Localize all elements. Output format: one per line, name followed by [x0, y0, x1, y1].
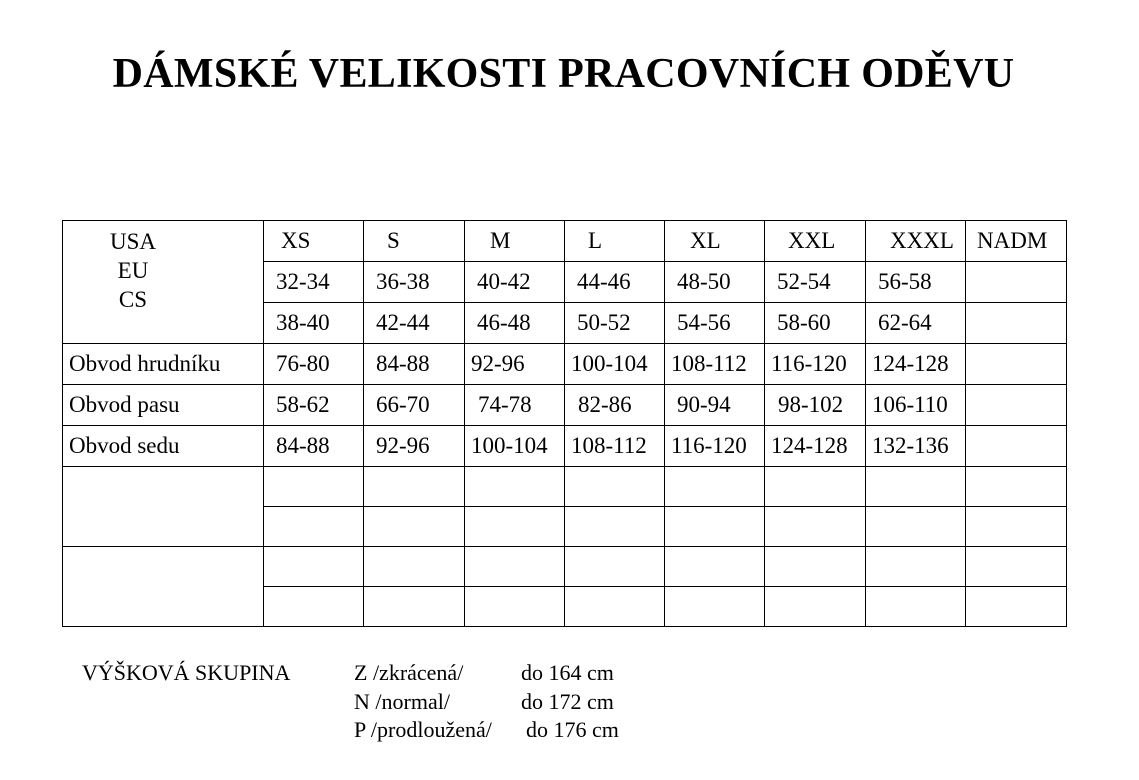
table-cell	[966, 506, 1067, 546]
row-label-chest: Obvod hrudníku	[63, 344, 264, 385]
table-cell: 132-136	[866, 426, 966, 467]
hip-row	[63, 426, 1067, 467]
table-cell: 84-88	[264, 426, 364, 467]
chest-row	[63, 344, 1067, 385]
table-cell: 100-104	[465, 426, 565, 467]
table-cell	[866, 546, 966, 586]
table-cell	[866, 506, 966, 546]
table-cell	[565, 506, 665, 546]
table-cell: 48-50	[665, 262, 765, 303]
region-label-eu: EU	[117, 258, 149, 283]
table-cell: 54-56	[665, 303, 765, 344]
empty-row	[63, 546, 1067, 586]
table-cell: 56-58	[866, 262, 966, 303]
table-cell	[966, 385, 1067, 426]
table-cell	[966, 344, 1067, 385]
row-label-waist: Obvod pasu	[63, 385, 264, 426]
table-cell: 92-96	[465, 344, 565, 385]
region-label-cell	[63, 221, 264, 344]
size-header: XXXL	[866, 221, 966, 262]
table-cell	[966, 426, 1067, 467]
size-header: NADM	[966, 221, 1067, 262]
size-header: XXL	[765, 221, 866, 262]
table-cell: 108-112	[665, 344, 765, 385]
table-cell: 92-96	[364, 426, 465, 467]
table-cell	[465, 586, 565, 626]
size-header: XL	[665, 221, 765, 262]
table-cell: 32-34	[264, 262, 364, 303]
table-cell	[765, 506, 866, 546]
table-cell: 40-42	[465, 262, 565, 303]
table-cell	[264, 467, 364, 507]
table-cell: 74-78	[465, 385, 565, 426]
table-cell: 44-46	[565, 262, 665, 303]
size-header: L	[565, 221, 665, 262]
table-cell: 124-128	[866, 344, 966, 385]
page-title: DÁMSKÉ VELIKOSTI PRACOVNÍCH ODĚVU	[112, 51, 1015, 97]
size-header: S	[364, 221, 465, 262]
empty-label-cell	[63, 546, 264, 626]
size-header: M	[465, 221, 565, 262]
table-cell: 100-104	[565, 344, 665, 385]
table-cell	[465, 467, 565, 507]
table-cell: 116-120	[665, 426, 765, 467]
height-group-code: Z /zkrácená/	[354, 660, 464, 685]
table-cell	[765, 586, 866, 626]
table-cell	[465, 546, 565, 586]
table-cell: 36-38	[364, 262, 465, 303]
height-group-code: N /normal/	[354, 689, 450, 714]
table-cell	[665, 586, 765, 626]
table-cell	[665, 546, 765, 586]
table-cell	[264, 586, 364, 626]
table-cell: 82-86	[565, 385, 665, 426]
table-cell: 52-54	[765, 262, 866, 303]
table-cell: 124-128	[765, 426, 866, 467]
table-cell	[966, 467, 1067, 507]
table-cell: 58-62	[264, 385, 364, 426]
table-cell	[364, 506, 465, 546]
height-group-code: P /prodloužená/	[354, 717, 492, 742]
height-group-height: do 164 cm	[521, 660, 614, 685]
table-cell	[264, 506, 364, 546]
table-cell: 116-120	[765, 344, 866, 385]
table-cell	[665, 506, 765, 546]
table-cell	[565, 586, 665, 626]
table-cell	[765, 467, 866, 507]
table-cell	[364, 546, 465, 586]
table-cell	[866, 467, 966, 507]
table-cell	[364, 467, 465, 507]
table-cell	[665, 467, 765, 507]
table-cell	[765, 546, 866, 586]
row-label-hip: Obvod sedu	[63, 426, 264, 467]
table-cell: 62-64	[866, 303, 966, 344]
table-cell	[866, 586, 966, 626]
empty-row	[63, 467, 1067, 507]
table-cell: 38-40	[264, 303, 364, 344]
table-cell	[966, 546, 1067, 586]
table-cell	[364, 586, 465, 626]
table-cell: 108-112	[565, 426, 665, 467]
size-header-row	[63, 221, 1067, 262]
table-cell: 42-44	[364, 303, 465, 344]
table-cell	[465, 506, 565, 546]
table-cell	[264, 546, 364, 586]
region-label-cs: CS	[118, 287, 148, 312]
table-cell: 58-60	[765, 303, 866, 344]
height-group-height: do 176 cm	[526, 717, 619, 742]
table-cell	[966, 262, 1067, 303]
table-cell: 98-102	[765, 385, 866, 426]
table-cell: 76-80	[264, 344, 364, 385]
table-cell: 46-48	[465, 303, 565, 344]
table-cell: 50-52	[565, 303, 665, 344]
region-label-usa: USA	[109, 229, 156, 254]
height-group-title: VÝŠKOVÁ SKUPINA	[82, 660, 291, 685]
table-cell	[565, 467, 665, 507]
table-cell: 90-94	[665, 385, 765, 426]
table-cell: 106-110	[866, 385, 966, 426]
height-group-height: do 172 cm	[521, 689, 614, 714]
size-header: XS	[264, 221, 364, 262]
table-cell: 84-88	[364, 344, 465, 385]
empty-label-cell	[63, 467, 264, 547]
size-table	[62, 220, 1067, 627]
table-cell	[565, 546, 665, 586]
table-cell	[966, 586, 1067, 626]
table-cell: 66-70	[364, 385, 465, 426]
table-cell	[966, 303, 1067, 344]
waist-row	[63, 385, 1067, 426]
